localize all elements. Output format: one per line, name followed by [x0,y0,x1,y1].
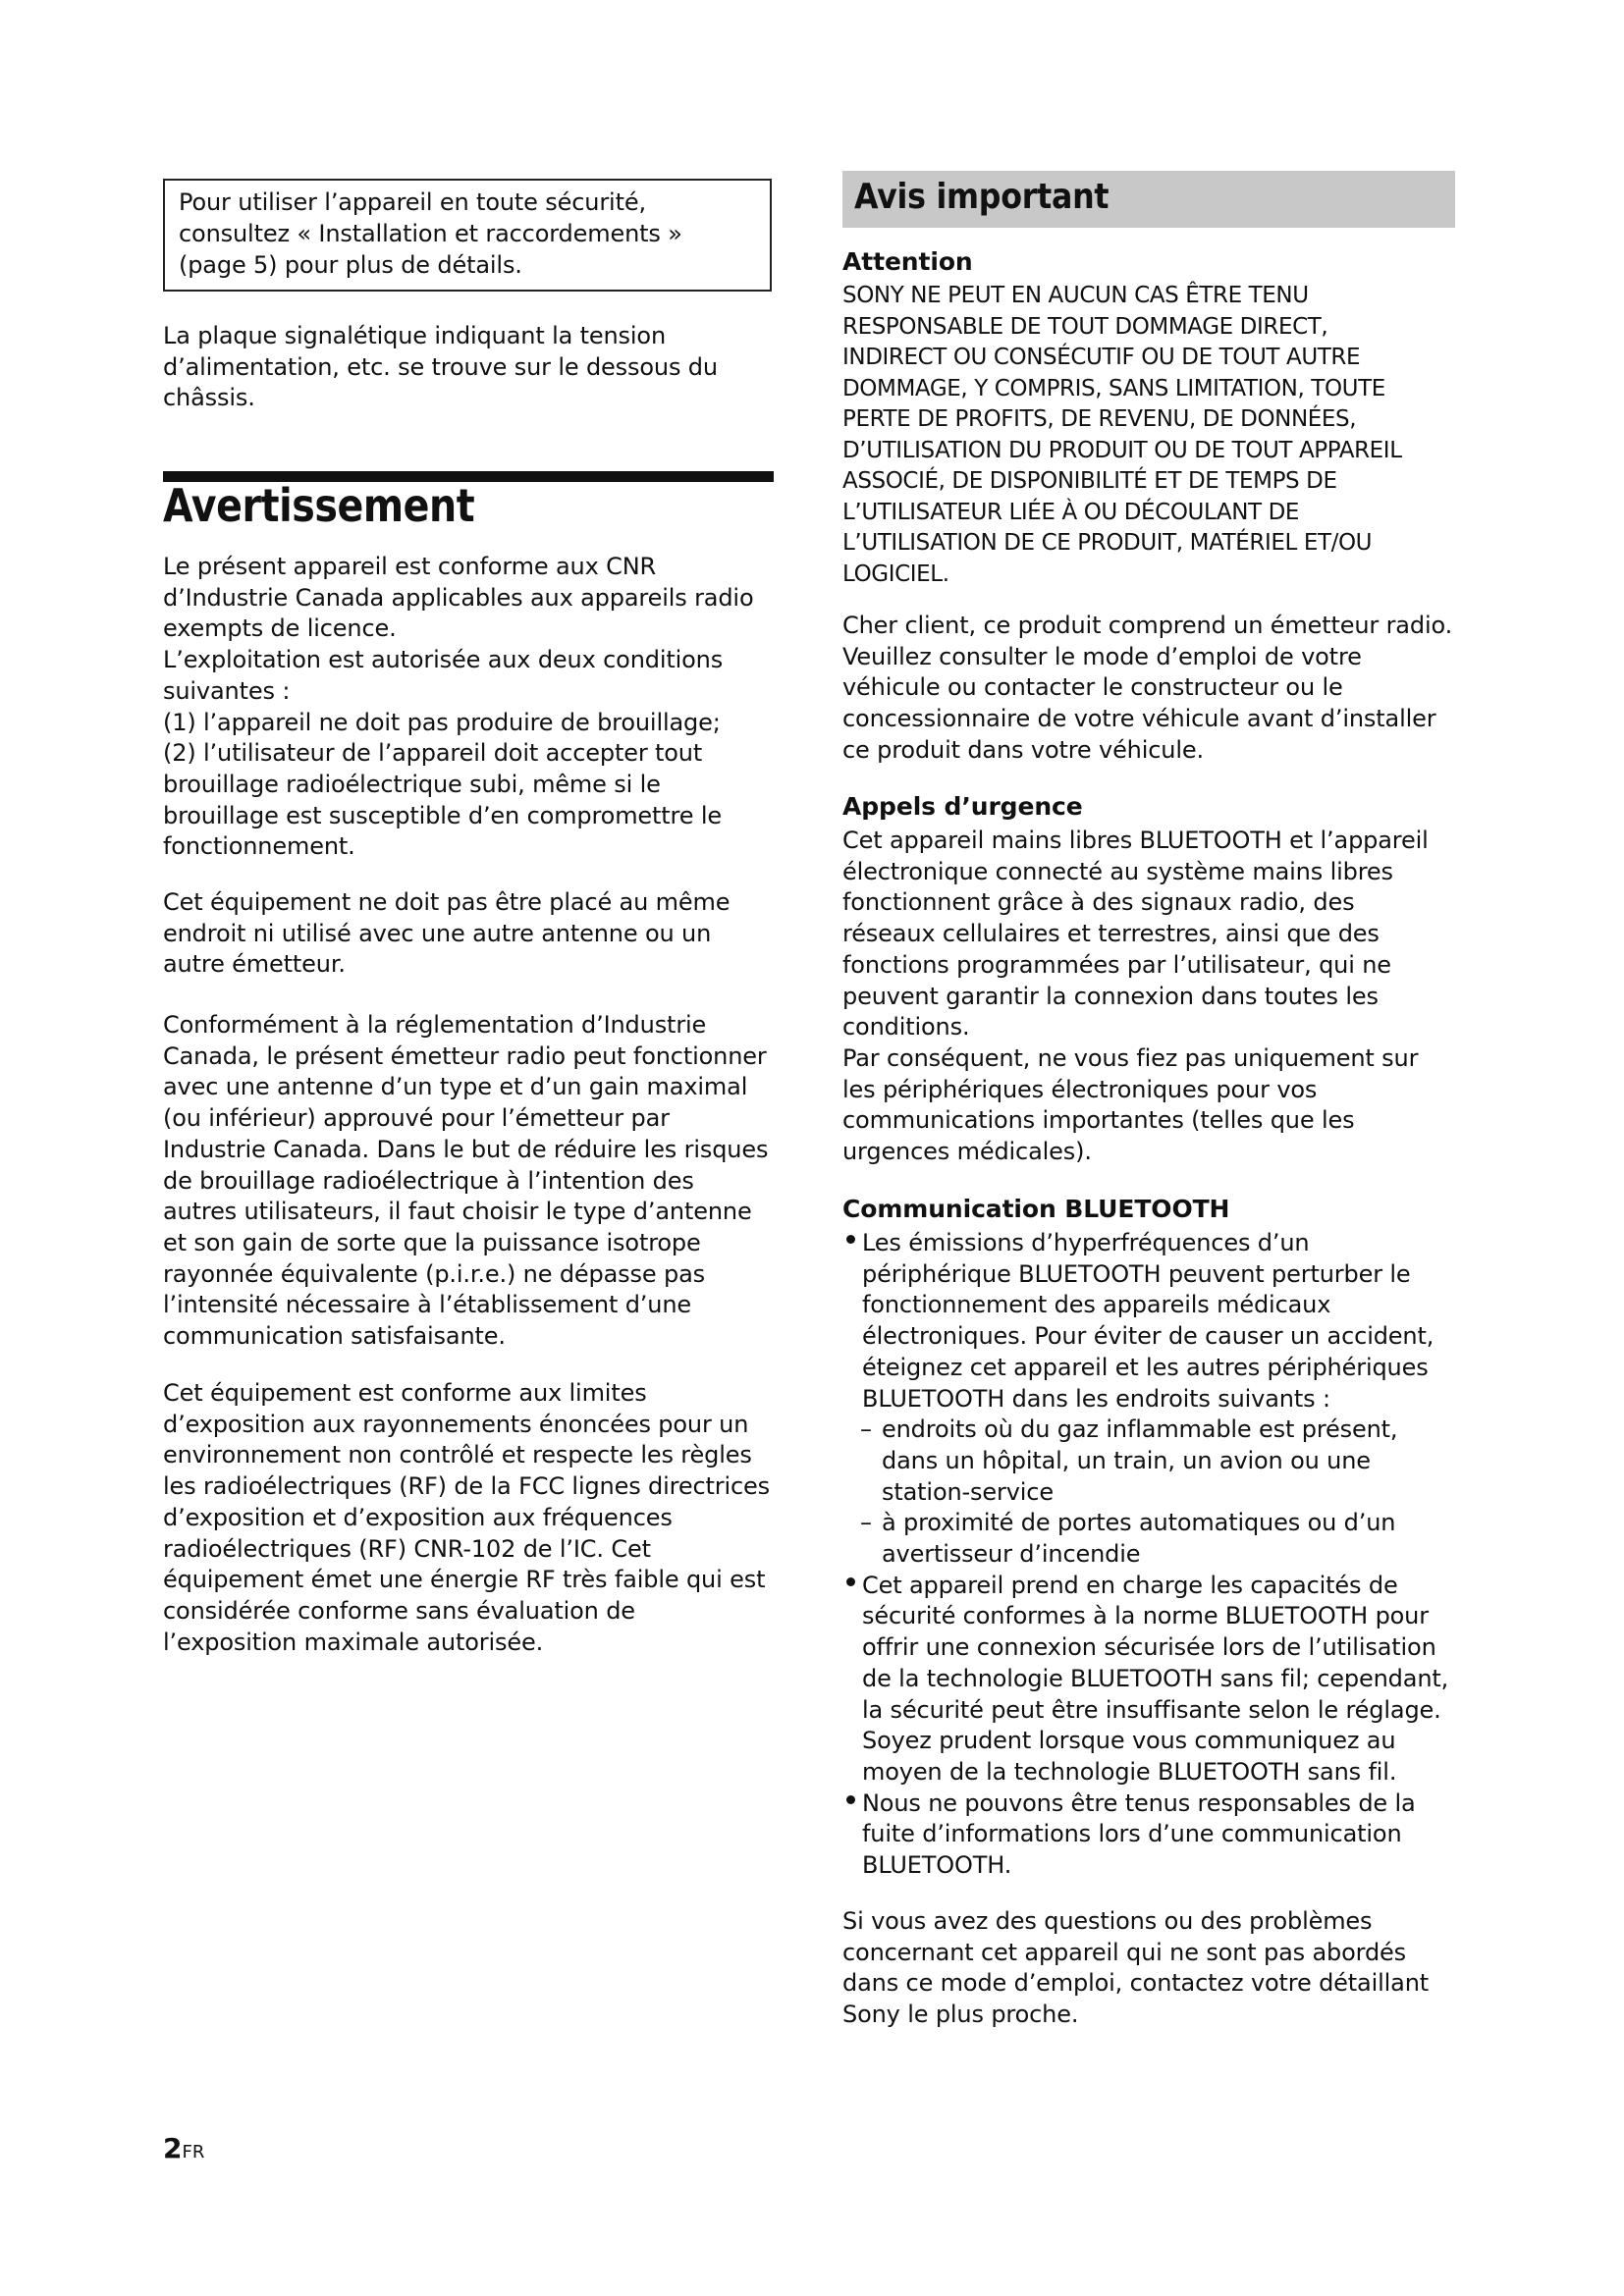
list-item [842,1571,1457,1789]
text-line: l’intensité nécessaire à l’établissement d’une [163,1291,691,1319]
text-line: Nous ne pouvons être tenus responsables de la [862,1789,1416,1817]
text-line: véhicule ou contacter le constructeur ou le [842,673,1343,702]
text-line: avertisseur d’incendie [882,1540,1141,1569]
text-line: châssis. [163,384,255,412]
text-line: L’UTILISATEUR LIÉE À OU DÉCOULANT DE [842,499,1300,525]
text-line: Cher client, ce produit comprend un émetteur radio. [842,612,1453,639]
text-line: endroit ni utilisé avec une autre antenne ou un [163,919,712,947]
text-line: dans ce mode d’emploi, contactez votre détaillant [842,1969,1430,1998]
text-line: à proximité de portes automatiques ou d’un [882,1509,1396,1537]
text-line: Industrie Canada. Dans le but de réduire les risques [163,1135,769,1163]
text-line: brouillage est susceptible d’en compromettre le [163,801,722,829]
text-line: urgences médicales). [842,1138,1092,1166]
text-line: offrir une connexion sécurisée lors de l’utilisation [862,1633,1436,1662]
text-line: Cet équipement est conforme aux limites [163,1379,647,1407]
safety-note-line: Pour utiliser l’appareil en toute sécurité, [179,188,646,216]
text-line: rayonnée équivalente (p.i.r.e.) ne dépasse pas [163,1259,705,1288]
closing-paragraph [842,1906,1457,2031]
text-line: peuvent garantir la connexion dans toutes les [842,982,1379,1010]
nameplate-paragraph [163,321,774,414]
text-line: fonctionnement. [163,832,355,861]
text-line: (1) l’appareil ne doit pas produire de brouillage; [163,708,721,736]
dash-icon: – [860,1509,872,1537]
text-line: dans un hôpital, un train, un avion ou une [882,1446,1371,1474]
text-line: D’UTILISATION DU PRODUIT OU DE TOUT APPAREIL [842,437,1402,463]
text-line: électronique connecté au système mains libres [842,857,1393,885]
text-line: concernant cet appareil qui ne sont pas abordés [842,1938,1407,1966]
text-line: réseaux cellulaires et terrestres, ainsi que des [842,920,1380,948]
text-line: station-service [882,1477,1054,1506]
bullet-icon [846,1795,855,1804]
text-line: communication satisfaisante. [163,1322,506,1351]
text-line: moyen de la technologie BLUETOOTH sans fil. [862,1757,1397,1786]
page-number [163,2132,204,2164]
avis-heading-band [842,171,1455,228]
dash-icon: – [860,1415,872,1444]
urgence-heading: Appels d’urgence [842,792,1083,821]
text-line: d’Industrie Canada applicables aux appareils radio [163,583,754,612]
text-line: d’exposition et d’exposition aux fréquences [163,1503,673,1531]
text-line: suivantes : [163,676,291,705]
text-line: concessionnaire de votre véhicule avant d’installer [842,705,1436,733]
text-line: Le présent appareil est conforme aux CNR [163,553,657,580]
bullet-icon [846,1577,855,1586]
text-line: fuite d’informations lors d’une communication [862,1820,1402,1848]
text-line: BLUETOOTH dans les endroits suivants : [862,1384,1330,1413]
list-item [842,1789,1457,1882]
safety-note-line: (page 5) pour plus de détails. [179,251,522,279]
text-line: électroniques. Pour éviter de causer un accident, [862,1322,1435,1351]
bluetooth-heading: Communication BLUETOOTH [842,1195,1230,1223]
text-line: Si vous avez des questions ou des problèmes [842,1907,1373,1935]
text-line: Canada, le présent émetteur radio peut fonctionner [163,1041,767,1070]
text-line: Cet équipement ne doit pas être placé au même [163,888,731,916]
text-line: (2) l’utilisateur de l’appareil doit accepter tout [163,739,703,768]
page-language-code: FR [182,2142,205,2163]
text-line: autres utilisateurs, il faut choisir le type d’antenne [163,1198,752,1226]
text-line: Conformément à la réglementation d’Industrie [163,1011,707,1039]
text-line: Sony le plus proche. [842,2001,1079,2029]
text-line: RESPONSABLE DE TOUT DOMMAGE DIRECT, [842,313,1328,340]
text-line: fonctionnent grâce à des signaux radio, des [842,888,1355,917]
text-line: BLUETOOTH. [862,1851,1012,1880]
text-line: communications importantes (telles que les [842,1106,1355,1135]
text-line: Par conséquent, ne vous fiez pas uniquement sur [842,1043,1419,1072]
text-line: considérée conforme sans évaluation de [163,1596,635,1625]
text-line: DOMMAGE, Y COMPRIS, SANS LIMITATION, TOUTE [842,375,1385,401]
text-line: SONY NE PEUT EN AUCUN CAS ÊTRE TENU [842,283,1309,308]
text-line: d’alimentation, etc. se trouve sur le dessous du [163,352,718,381]
sub-list-item [842,1415,1457,1508]
attention-paragraph [842,281,1457,590]
text-line: Cet appareil prend en charge les capacités de [862,1571,1398,1599]
text-line: l’exposition maximale autorisée. [163,1628,544,1656]
text-line: L’UTILISATION DE CE PRODUIT, MATÉRIEL ET/OU [842,530,1373,556]
text-line: autre émetteur. [163,950,346,979]
urgence-paragraph [842,826,1457,1168]
text-line: Les émissions d’hyperfréquences d’un [862,1229,1310,1256]
text-line: d’exposition aux rayonnements énoncées pour un [163,1410,749,1438]
avis-heading: Avis important [854,177,1110,217]
avertissement-para-2 [163,887,774,981]
text-line: de la technologie BLUETOOTH sans fil; cependant, [862,1664,1449,1692]
avertissement-para-3 [163,1010,774,1353]
text-line: de brouillage radioélectrique à l’intention des [163,1166,694,1195]
text-line: (ou inférieur) approuvé pour l’émetteur par [163,1104,670,1133]
text-line: environnement non contrôlé et respecte les règles [163,1441,752,1469]
text-line: ce produit dans votre véhicule. [842,735,1204,764]
text-line: Veuillez consulter le mode d’emploi de votre [842,642,1362,670]
attention-heading: Attention [842,247,973,276]
text-line: LOGICIEL. [842,561,949,587]
text-line: Soyez prudent lorsque vous communiquez au [862,1727,1396,1755]
text-line: éteignez cet appareil et les autres périphériques [862,1353,1429,1381]
text-line: La plaque signalétique indiquant la tension [163,322,667,349]
text-line: INDIRECT OU CONSÉCUTIF OU DE TOUT AUTRE [842,345,1361,370]
avertissement-para-4 [163,1378,774,1658]
text-line: L’exploitation est autorisée aux deux conditions [163,646,724,674]
text-line: brouillage radioélectrique subi, même si le [163,770,661,798]
text-line: ASSOCIÉ, DE DISPONIBILITÉ ET DE TEMPS DE [842,468,1337,494]
text-line: Cet appareil mains libres BLUETOOTH et l’appareil [842,827,1429,854]
text-line: radioélectriques (RF) CNR-102 de l’IC. Cet [163,1534,651,1563]
text-line: sécurité conformes à la norme BLUETOOTH pour [862,1602,1429,1630]
safety-note-box [163,179,772,292]
text-line: avec une antenne d’un type et d’un gain maximal [163,1073,748,1101]
page-number-value: 2 [163,2132,183,2164]
text-line: exempts de licence. [163,614,397,643]
text-line: périphérique BLUETOOTH peuvent perturber le [862,1259,1411,1288]
text-line: fonctions programmées par l’utilisateur, qui ne [842,950,1391,979]
list-item [842,1228,1457,1571]
text-line: les radioélectriques (RF) de la FCC lignes directrices [163,1472,771,1501]
safety-note-line: consultez « Installation et raccordements » [179,220,682,247]
avertissement-para-1 [163,552,774,863]
text-line: PERTE DE PROFITS, DE REVENU, DE DONNÉES, [842,406,1357,432]
bullet-icon [846,1235,855,1244]
text-line: fonctionnement des appareils médicaux [862,1291,1331,1319]
client-paragraph [842,611,1457,767]
text-line: équipement émet une énergie RF très faible qui est [163,1566,766,1594]
avertissement-heading: Avertissement [163,479,475,532]
text-line: conditions. [842,1013,970,1041]
bluetooth-list [842,1228,1457,1882]
text-line: endroits où du gaz inflammable est présent, [882,1415,1398,1444]
text-line: et son gain de sorte que la puissance isotrope [163,1228,701,1256]
text-line: la sécurité peut être insuffisante selon le réglage. [862,1695,1441,1724]
text-line: les périphériques électroniques pour vos [842,1075,1318,1103]
sub-list-item [842,1508,1457,1570]
